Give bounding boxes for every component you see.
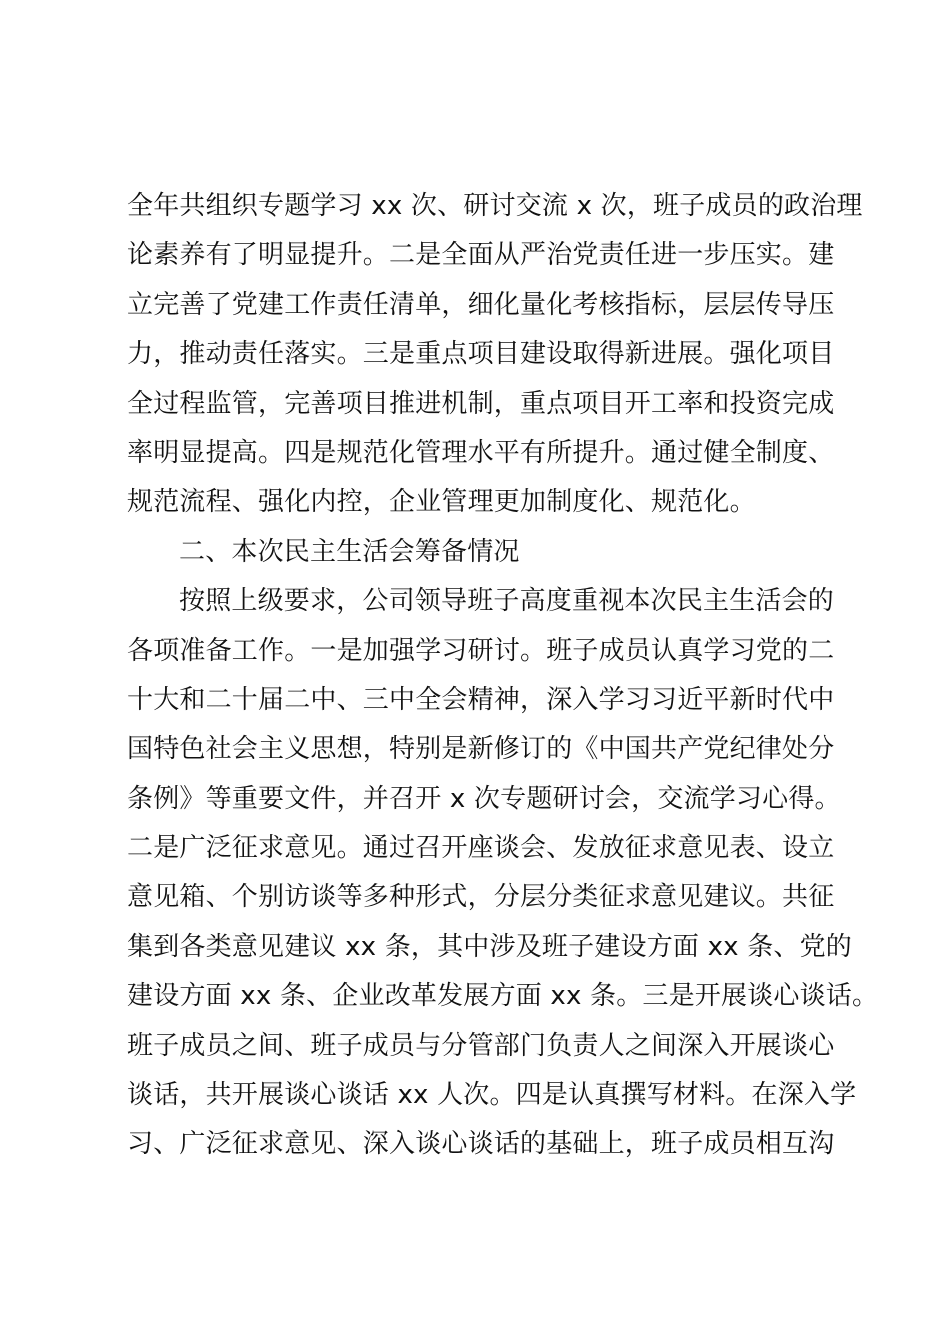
text-line: 按照上级要求，公司领导班子高度重视本次民主生活会的 <box>179 586 835 617</box>
text-line: 全过程监管，完善项目推进机制，重点项目开工率和投资完成 <box>127 388 835 419</box>
text-line: 条例》等重要文件，并召开 x 次专题研讨会，交流学习心得。 <box>127 783 841 814</box>
text-line: 力，推动责任落实。三是重点项目建设取得新进展。强化项目 <box>127 339 835 370</box>
text-line: 规范流程、强化内控，企业管理更加制度化、规范化。 <box>127 487 756 518</box>
body-text <box>127 182 879 1170</box>
section-heading: 二、本次民主生活会筹备情况 <box>179 536 520 567</box>
text-line: 谈话，共开展谈心谈话 xx 人次。四是认真撰写材料。在深入学 <box>127 1080 857 1111</box>
text-line: 率明显提高。四是规范化管理水平有所提升。通过健全制度、 <box>127 437 835 468</box>
text-line: 建设方面 xx 条、企业改革发展方面 xx 条。三是开展谈心谈话。 <box>127 981 879 1012</box>
text-line: 十大和二十届二中、三中全会精神，深入学习习近平新时代中 <box>127 684 835 715</box>
text-line: 国特色社会主义思想，特别是新修订的《中国共产党纪律处分 <box>127 734 835 765</box>
text-line: 各项准备工作。一是加强学习研讨。班子成员认真学习党的二 <box>127 635 835 666</box>
text-line: 习、广泛征求意见、深入谈心谈话的基础上，班子成员相互沟 <box>127 1129 835 1160</box>
text-line: 班子成员之间、班子成员与分管部门负责人之间深入开展谈心 <box>127 1030 835 1061</box>
text-line: 意见箱、个别访谈等多种形式，分层分类征求意见建议。共征 <box>127 882 835 913</box>
text-line: 集到各类意见建议 xx 条，其中涉及班子建设方面 xx 条、党的 <box>127 931 853 962</box>
text-line: 二是广泛征求意见。通过召开座谈会、发放征求意见表、设立 <box>127 833 835 864</box>
text-line: 立完善了党建工作责任清单，细化量化考核指标，层层传导压 <box>127 289 835 320</box>
text-line: 全年共组织专题学习 xx 次、研讨交流 x 次，班子成员的政治理 <box>127 191 863 221</box>
text-line: 论素养有了明显提升。二是全面从严治党责任进一步压实。建 <box>127 240 835 271</box>
